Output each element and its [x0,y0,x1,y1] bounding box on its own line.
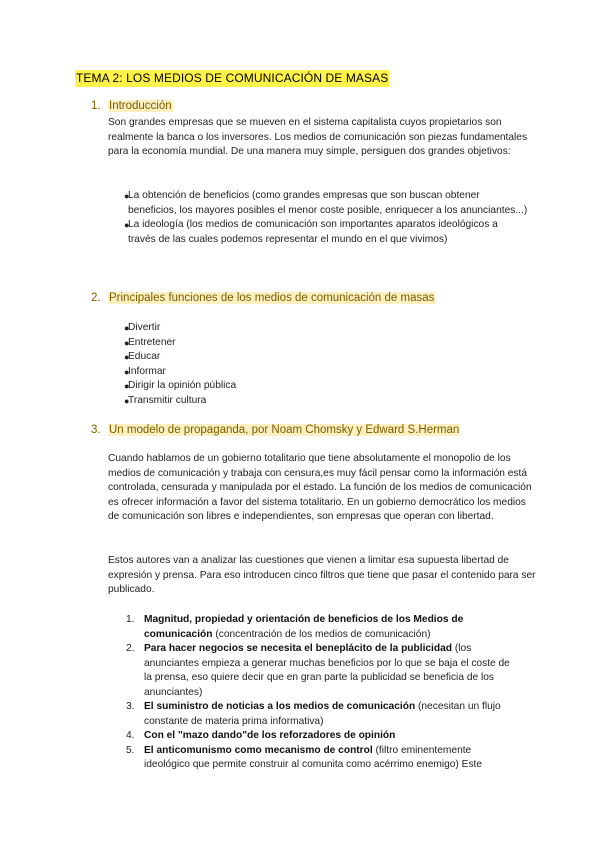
bullet-icon: ● [124,191,130,201]
section-1-paragraph: Son grandes empresas que se mueven en el sistema capitalista cuyos propietarios son realmente la banca o los inversores. Los medios de comunicación son piezas fundamentales para la economía mundial. De una manera muy simple, persiguen dos grandes objetivos: [108,117,528,157]
list-item: ● La ideología (los medios de comunicación son importantes aparatos ideológicos a través de las cuales podemos representar el mundo en el que vivimos) [124,219,498,245]
bullet-icon: ● [124,381,130,391]
document-title: TEMA 2: LOS MEDIOS DE COMUNICACIÓN DE MASAS [76,71,389,85]
section-3-paragraph-2: Estos autores van a analizar las cuestiones que vienen a limitar esa supuesta libertad de expresión y prensa. Para eso introducen cinco filtros que tiene que pasar el contenido para ser publicado. [108,555,536,595]
section-2-bullet-list [108,321,528,408]
list-item: ● Divertir [108,321,528,336]
section-3-title: Un modelo de propaganda, por Noam Chomsky y Edward S.Herman [109,424,460,436]
bullet-icon: ● [124,352,130,362]
list-item: 4. Con el "mazo dando"de los reforzadores de opinión [126,730,396,741]
list-item: ● Dirigir la opinión pública [108,379,528,394]
section-3-heading [91,423,460,437]
bullet-icon: ● [124,366,130,377]
list-item: 2. Para hacer negocios se necesita el beneplácito de la publicidad (los anunciantes empieza a generar muchas beneficios por lo que se baja el coste de la prensa, eso quiere decir que en gran parte la publicidad se beneficia de los anunciantes) [126,643,510,698]
section-2-title: Principales funciones de los medios de comunicación de masas [109,292,435,304]
section-3-number: 3. [91,424,101,436]
bullet-icon: ● [124,220,130,230]
bullet-icon: ● [124,395,130,406]
list-item: ● Informar [108,365,528,380]
list-item: 5. El anticomunismo como mecanismo de control (filtro eminentemente ideológico que permite construir al comunita como acérrimo enemigo) Este [126,744,483,770]
section-1-title: Introducción [109,100,172,112]
list-item: 1. Magnitud, propiedad y orientación de beneficios de los Medios de comunicación (concentración de los medios de comunicación) [126,614,464,640]
section-1-heading [91,99,173,113]
section-2-number: 2. [91,292,101,304]
list-item: ● La obtención de beneficios (como grandes empresas que son buscan obtener beneficios, los mayores posibles el menor coste posible, enriquecer a los anunciantes...) [124,190,528,216]
list-item: ● Entretener [108,336,528,351]
list-item: ● Transmitir cultura [108,394,528,409]
section-1-bullet-list [108,189,528,247]
bullet-icon: ● [124,337,130,348]
bullet-icon: ● [124,323,130,333]
list-item: ● Educar [108,350,528,365]
section-3-paragraph-1: Cuando hablamos de un gobierno totalitario que tiene absolutamente el monopolio de los medios de comunicación y trabaja con censura,es muy fácil pensar como la información está controlada, censurada y manipulada por el estado. La función de los medios de comunicación es ofrecer información a favor del sistema totalitario. En un gobierno democrático los medios de comunicación son libres e independientes, son empresas que operan con libertad. [108,453,532,522]
filters-list [126,613,516,773]
section-1-number: 1. [91,100,101,112]
section-2-heading [91,291,435,305]
list-item: 3. El suministro de noticias a los medios de comunicación (necesitan un flujo constante de materia prima informativa) [126,701,501,727]
